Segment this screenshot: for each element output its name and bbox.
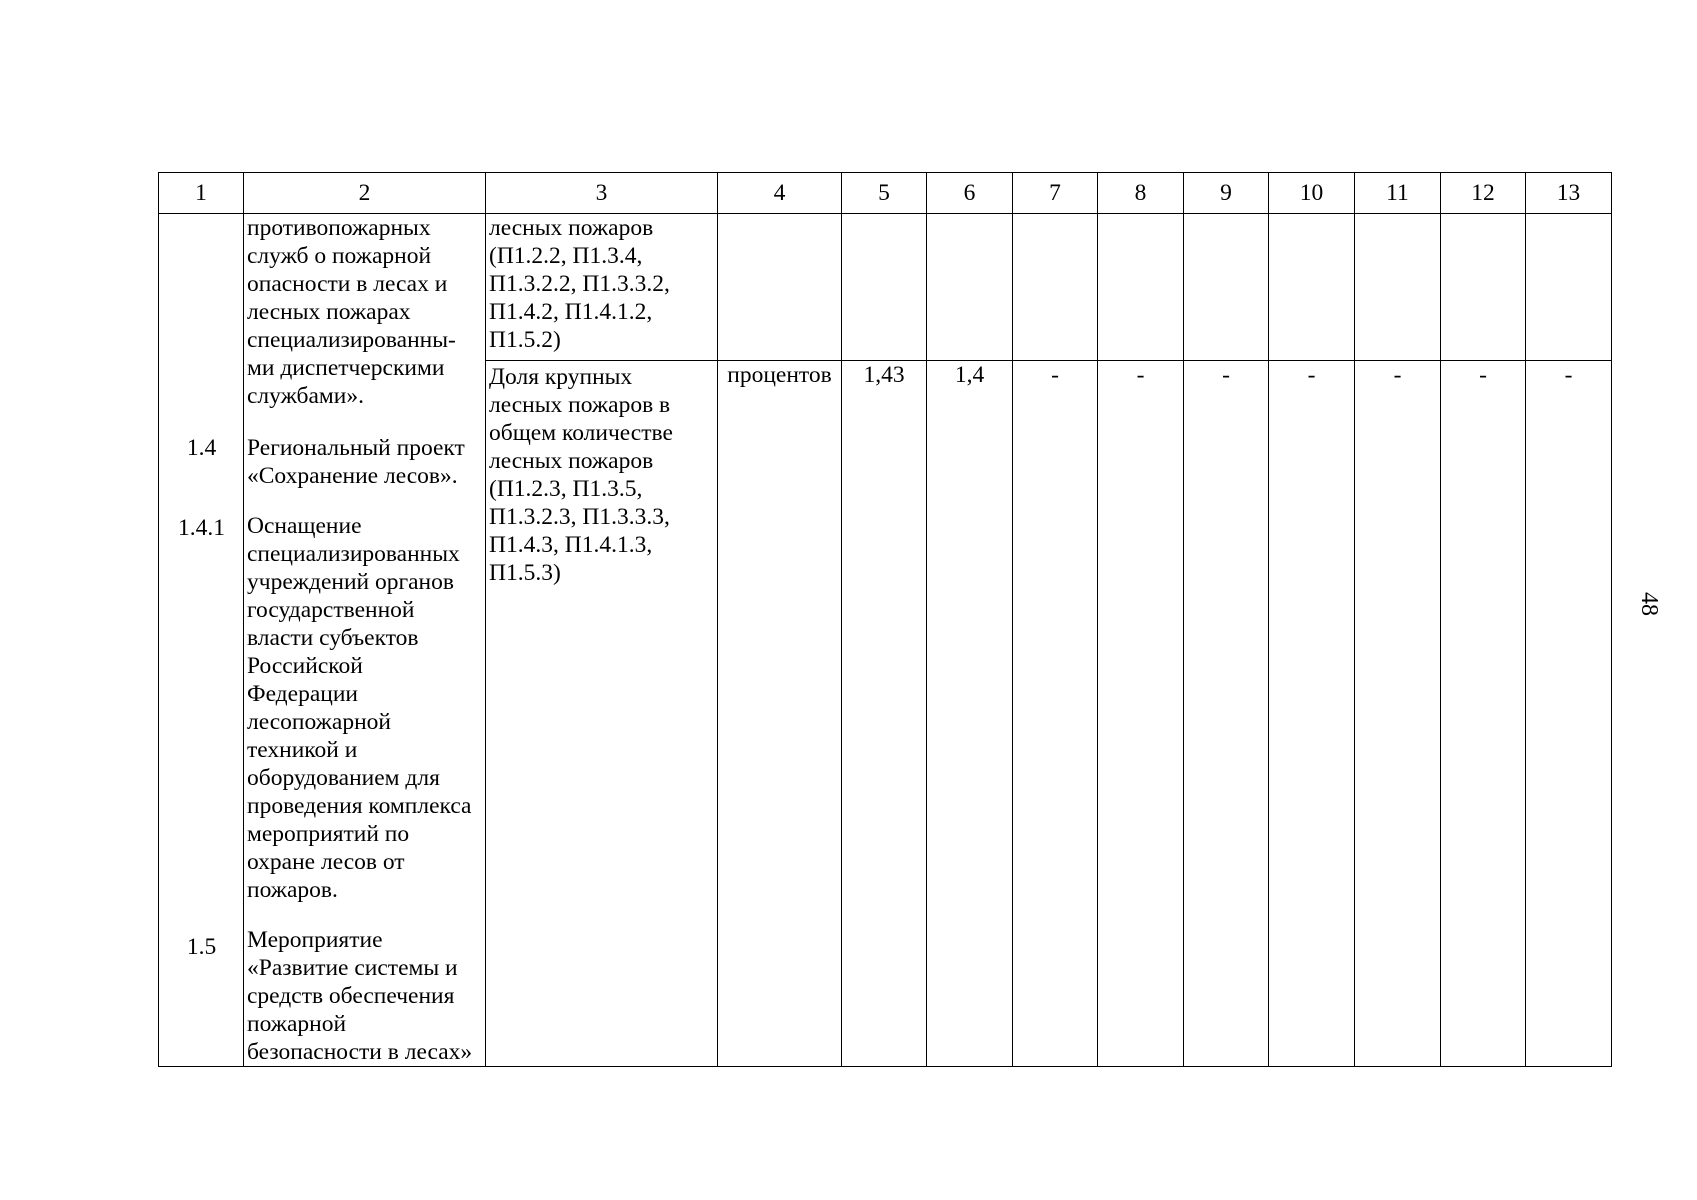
indicator-text: лесных пожаров (П1.2.2, П1.3.4, П1.3.2.2, П1.3.3.2, П1.4.2, П1.4.1.2, П1.5.2): [489, 215, 670, 353]
value-cell: -: [1184, 361, 1269, 1067]
unit-cell: [718, 214, 842, 361]
value-cell: -: [1013, 361, 1098, 1067]
page-number: 48: [1636, 592, 1662, 616]
header-cell: 4: [718, 173, 842, 214]
indicator-cell: [486, 214, 718, 361]
unit-cell: процентов: [718, 361, 842, 1067]
value-cell: -: [1355, 361, 1441, 1067]
table-row: [159, 214, 1612, 361]
value-cell: -: [1526, 361, 1612, 1067]
item-description: Мероприятие «Развитие системы и средств обеспечения пожарной безопасности в лесах»: [247, 927, 473, 1065]
value-cell: -: [1269, 361, 1355, 1067]
header-cell: 12: [1441, 173, 1526, 214]
header-cell: 2: [244, 173, 486, 214]
value-cell: [842, 214, 927, 361]
item-number: 1.5: [186, 934, 217, 960]
header-row: [159, 173, 1612, 214]
item-number: 1.4: [186, 435, 217, 461]
value-cell: [927, 214, 1013, 361]
value-cell: 1,43: [842, 361, 927, 1067]
value-cell: [1441, 214, 1526, 361]
item-description: противопожарных служб о пожарной опасности в лесах и лесных пожарах специализированны- ми диспетчерскими службами».: [247, 215, 456, 409]
header-cell: 5: [842, 173, 927, 214]
value-cell: [1355, 214, 1441, 361]
item-description: Оснащение специализированных учреждений органов государственной власти субъектов Российской Федерации лесопожарной техникой и оборудованием для проведения комплекса мероприятий по охране лесов от пожаров.: [247, 513, 472, 903]
value-cell: 1,4: [927, 361, 1013, 1067]
value-cell: -: [1098, 361, 1184, 1067]
value-cell: [1526, 214, 1612, 361]
indicator-cell: [486, 361, 718, 1067]
header-cell: 13: [1526, 173, 1612, 214]
value-cell: [1184, 214, 1269, 361]
value-cell: [1013, 214, 1098, 361]
item-number: 1.4.1: [178, 515, 225, 541]
header-cell: 1: [159, 173, 244, 214]
item-number-cell: [159, 214, 244, 1067]
header-cell: 7: [1013, 173, 1098, 214]
header-cell: 10: [1269, 173, 1355, 214]
value-cell: [1098, 214, 1184, 361]
item-description-cell: [244, 214, 486, 1067]
value-cell: -: [1441, 361, 1526, 1067]
header-cell: 11: [1355, 173, 1441, 214]
header-cell: 3: [486, 173, 718, 214]
header-cell: 9: [1184, 173, 1269, 214]
value-cell: [1269, 214, 1355, 361]
item-description: Региональный проект «Сохранение лесов».: [247, 435, 465, 489]
header-cell: 6: [927, 173, 1013, 214]
header-cell: 8: [1098, 173, 1184, 214]
indicators-table: [158, 172, 1612, 1067]
indicator-text: Доля крупных лесных пожаров в общем количестве лесных пожаров (П1.2.3, П1.3.5, П1.3.2.3, П1.3.3.3, П1.4.3, П1.4.1.3, П1.5.3): [489, 364, 673, 587]
